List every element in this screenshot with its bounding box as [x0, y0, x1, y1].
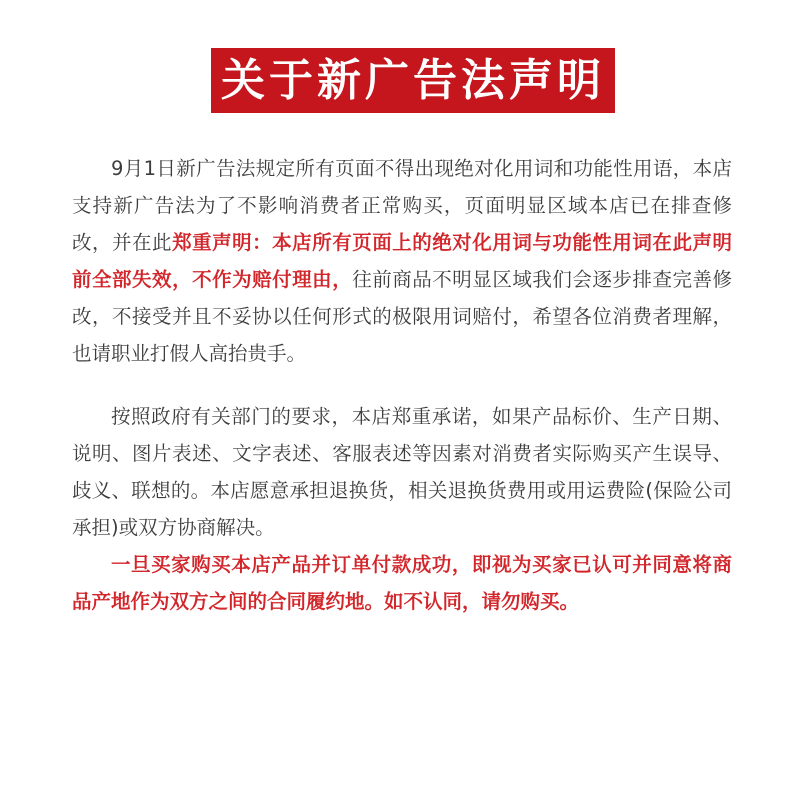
- paragraph-two: [72, 398, 732, 546]
- paragraph-two-text: 按照政府有关部门的要求，本店郑重承诺，如果产品标价、生产日期、说明、图片表述、文字表述、客服表述等因素对消费者实际购买产生误导、歧义、联想的。本店愿意承担退换货，相关退换货费用或用运费险(保险公司承担)或双方协商解决。: [72, 405, 732, 539]
- title-banner-inner-border: [209, 46, 617, 115]
- paragraph-one: [72, 150, 732, 372]
- title-banner: [205, 42, 621, 119]
- paragraph-three: [72, 546, 732, 620]
- paragraph-three-emphasis: 一旦买家购买本店产品并订单付款成功，即视为买家已认可并同意将商品产地作为双方之间的合同履约地。如不认同，请勿购买。: [72, 553, 732, 613]
- paragraph-one-emphasis: 郑重声明：本店所有页面上的绝对化用词与功能性用词在此声明前全部失效，不作为赔付理由，: [72, 231, 732, 291]
- paragraph-one-text-tail: 往前商品不明显区域我们会逐步排查完善修改，不接受并且不妥协以任何形式的极限用词赔付，希望各位消费者理解，也请职业打假人高抬贵手。: [72, 268, 732, 365]
- statement-body: [72, 150, 732, 620]
- page-title: 关于新广告法声明: [221, 54, 605, 106]
- paragraph-one-text-lead: 9月1日新广告法规定所有页面不得出现绝对化用词和功能性用语，本店支持新广告法为了不影响消费者正常购买，页面明显区域本店已在排查修改，并在此: [72, 157, 732, 254]
